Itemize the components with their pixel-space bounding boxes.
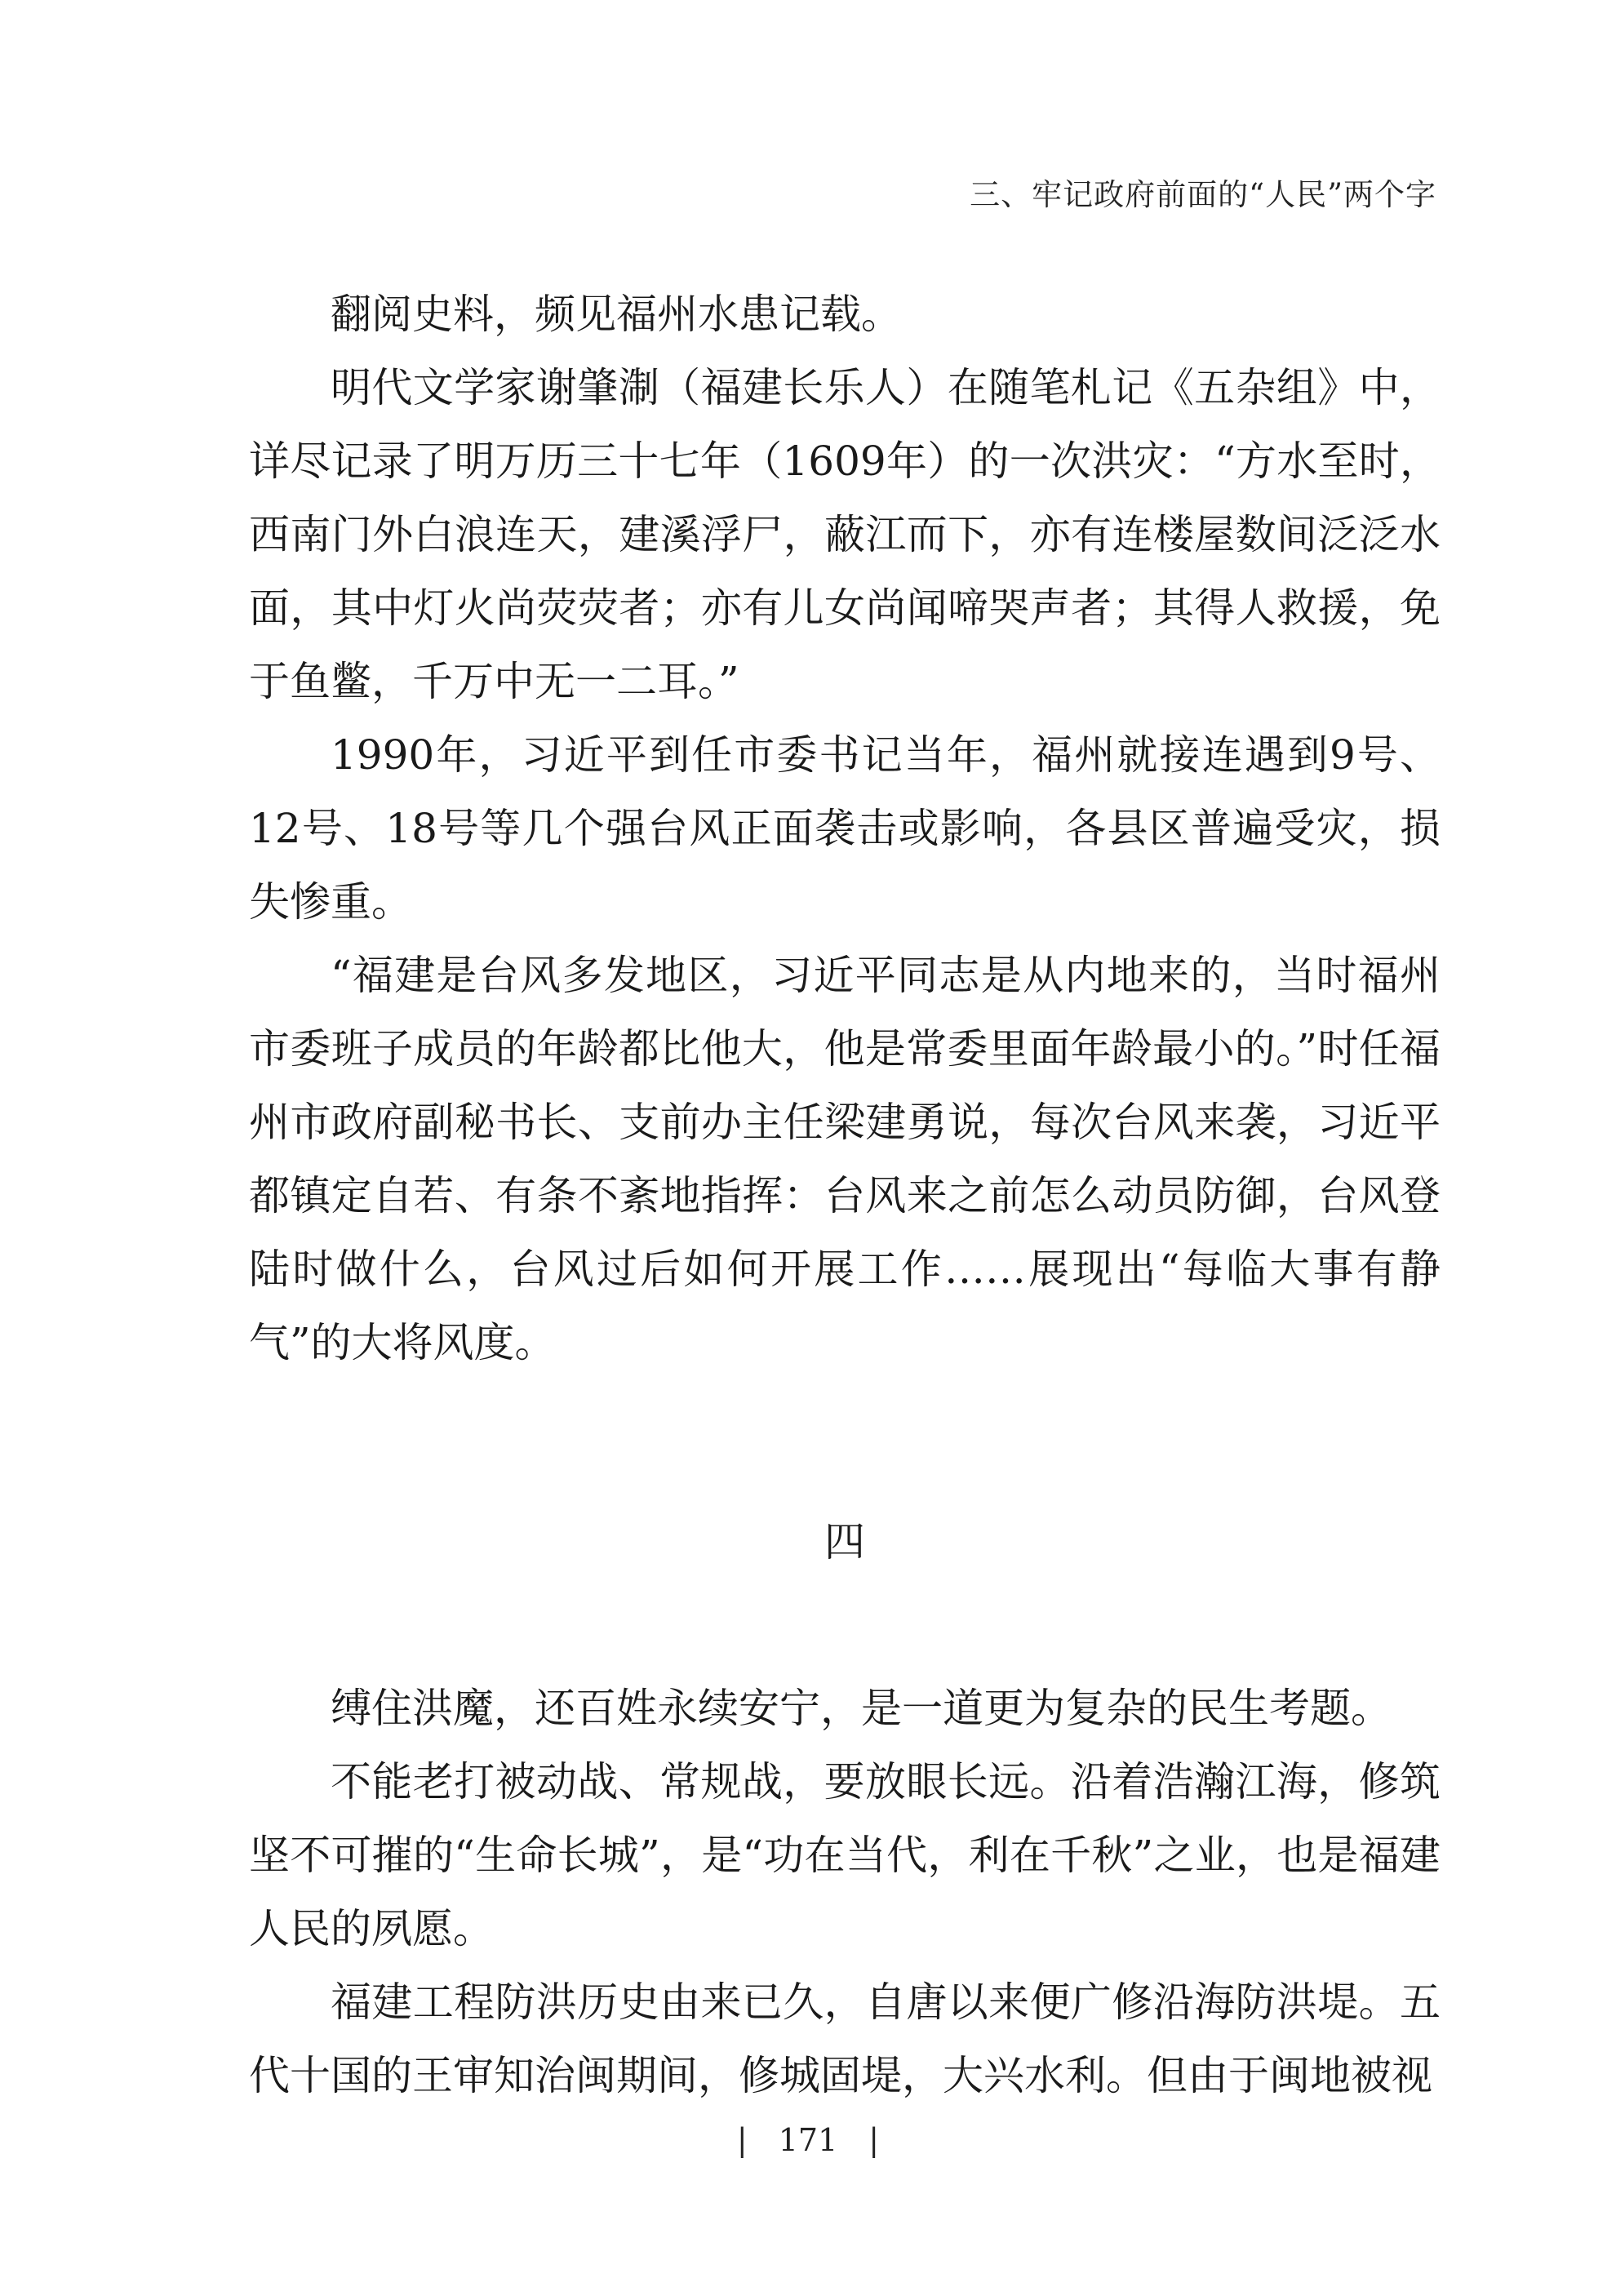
paragraph: 不能老打被动战、常规战，要放眼长远。沿着浩瀚江海，修筑坚不可摧的“生命长城”，是“功在当代，利在千秋”之业，也是福建人民的夙愿。: [249, 1758, 1441, 1952]
paragraph: “福建是台风多发地区，习近平同志是从内地来的，当时福州市委班子成员的年龄都比他大，他是常委里面年龄最小的。”时任福州市政府副秘书长、支前办主任梁建勇说，每次台风来袭，习近平都镇定自若、有条不紊地指挥：台风来之前怎么动员防御，台风登陆时做什么，台风过后如何开展工作……展现出“每临大事有静气”的大将风度。: [249, 952, 1441, 1366]
page-number-right-bar: |: [868, 2122, 880, 2158]
running-header: 三、牢记政府前面的“人民”两个字: [970, 177, 1436, 212]
paragraph: 福建工程防洪历史由来已久，自唐以来便广修沿海防洪堤。五代十国的王审知治闽期间，修城固堤，大兴水利。但由于闽地被视: [249, 1978, 1441, 2099]
page-number: 171: [778, 2122, 838, 2158]
paragraph: 缚住洪魔，还百姓永续安宁，是一道更为复杂的民生考题。: [331, 1685, 1392, 1732]
page-footer: [0, 2122, 1616, 2158]
paragraph: 翻阅史料，频见福州水患记载。: [331, 291, 902, 338]
section-heading: 四: [824, 1518, 865, 1565]
body-text: [249, 278, 1441, 2112]
paragraph: 1990年，习近平到任市委书记当年，福州就接连遇到9号、12号、18号等几个强台风正面袭击或影响，各县区普遍受灾，损失惨重。: [249, 731, 1441, 926]
paragraph: 明代文学家谢肇淛（福建长乐人）在随笔札记《五杂组》中，详尽记录了明万历三十七年（1609年）的一次洪灾：“方水至时，西南门外白浪连天，建溪浮尸，蔽江而下，亦有连楼屋数间泛泛水面，其中灯火尚荧荧者；亦有儿女尚闻啼哭声者；其得人救援，免于鱼鳖，千万中无一二耳。”: [249, 364, 1441, 705]
page-number-left-bar: |: [736, 2122, 748, 2158]
